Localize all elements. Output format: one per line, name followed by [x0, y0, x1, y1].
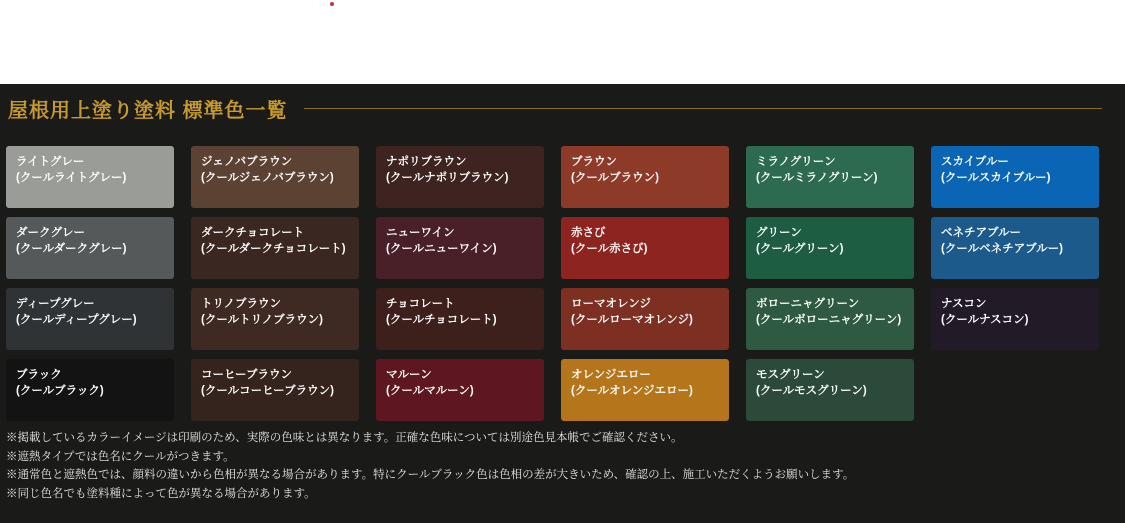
- color-swatch-subname: (クールミラノグリーン): [756, 171, 878, 184]
- color-swatch-subname: (クールナスコン): [941, 313, 1029, 326]
- color-swatch-subname: (クール赤さび): [571, 242, 648, 255]
- color-swatch[interactable]: [376, 146, 544, 208]
- color-swatch-subname: (クールディープグレー): [16, 313, 137, 326]
- color-swatch-name: ミラノグリーン: [756, 156, 836, 168]
- color-swatch[interactable]: [746, 359, 914, 421]
- color-swatch[interactable]: [6, 217, 174, 279]
- color-swatch-name: コーヒーブラウン: [201, 369, 292, 381]
- note-line: ※同じ色名でも塗料種によって色が異なる場合があります。: [6, 487, 316, 500]
- color-swatch-subname: (クールブラウン): [571, 171, 659, 184]
- color-swatch-subname: (クールグリーン): [756, 242, 844, 255]
- color-swatch-name: マルーン: [386, 369, 432, 381]
- color-swatch-subname: (クールトリノブラウン): [201, 313, 323, 326]
- color-swatch-subname: (クールオレンジエロー): [571, 384, 693, 397]
- color-swatch-name: グリーン: [756, 227, 802, 239]
- color-swatch-name: ベネチアブルー: [941, 227, 1022, 239]
- color-swatch-name: ナポリブラウン: [386, 156, 467, 168]
- color-swatch-name: ジェノバブラウン: [201, 156, 293, 168]
- color-swatch-name: ダークグレー: [16, 227, 85, 239]
- color-swatch[interactable]: [561, 146, 729, 208]
- color-swatch-name: ボローニャグリーン: [756, 298, 860, 310]
- color-swatch[interactable]: [191, 359, 359, 421]
- color-swatch-grid: [6, 146, 1119, 421]
- color-swatch-subname: (クールナポリブラウン): [386, 171, 509, 184]
- color-swatch-name: チョコレート: [386, 298, 455, 310]
- note-line: ※掲載しているカラーイメージは印刷のため、実際の色味とは異なります。正確な色味については別途色見本帳でご確認ください。: [6, 432, 683, 444]
- color-swatch-name: ダークチョコレート: [201, 227, 305, 239]
- color-swatch-name: オレンジエロー: [571, 369, 651, 381]
- swatch-row: [6, 288, 1119, 350]
- color-swatch[interactable]: [746, 146, 914, 208]
- color-swatch-subname: (クールライトグレー): [16, 171, 127, 184]
- color-swatch-subname: (クールダークチョコレート): [201, 242, 346, 255]
- color-swatch-name: 赤さび: [571, 227, 606, 239]
- color-swatch-name: ブラウン: [571, 156, 617, 168]
- color-swatch-subname: (クールボローニャグリーン): [756, 313, 902, 326]
- note-line: ※遮熱タイプでは色名にクールがつきます。: [6, 450, 235, 463]
- color-swatch-subname: (クールベネチアブルー): [941, 242, 1063, 255]
- color-swatch[interactable]: [191, 146, 359, 208]
- color-swatch[interactable]: [561, 217, 729, 279]
- color-swatch-subname: (クールチョコレート): [386, 313, 497, 326]
- color-swatch-name: ローマオレンジ: [571, 298, 651, 310]
- color-swatch[interactable]: [6, 288, 174, 350]
- color-swatch[interactable]: [6, 359, 174, 421]
- page-title: 屋根用上塗り塗料 標準色一覧: [8, 99, 288, 122]
- color-swatch[interactable]: [191, 217, 359, 279]
- swatch-row: [6, 146, 1119, 208]
- section-header: [8, 90, 1108, 126]
- color-swatch[interactable]: [376, 217, 544, 279]
- color-swatch-name: ブラック: [16, 369, 62, 381]
- color-swatch-subname: (クールジェノバブラウン): [201, 171, 334, 184]
- color-swatch[interactable]: [6, 146, 174, 208]
- swatch-row: [6, 217, 1119, 279]
- swatch-row: [6, 359, 1119, 421]
- color-swatch[interactable]: [561, 288, 729, 350]
- color-swatch-subname: (クールローマオレンジ): [571, 313, 693, 326]
- roof-paint-color-panel: [0, 84, 1125, 523]
- color-swatch[interactable]: [191, 288, 359, 350]
- color-swatch[interactable]: [376, 288, 544, 350]
- color-swatch-subname: (クールブラック): [16, 384, 104, 397]
- notes-list: [6, 429, 1106, 504]
- color-swatch-subname: (クールダークグレー): [16, 242, 127, 255]
- color-swatch-name: ニューワイン: [386, 227, 455, 239]
- color-swatch-subname: (クールニューワイン): [386, 242, 497, 255]
- red-dot-marker: [330, 2, 334, 6]
- color-swatch-name: スカイブルー: [941, 156, 1009, 168]
- color-swatch[interactable]: [931, 288, 1099, 350]
- color-swatch-name: ディープグレー: [16, 298, 95, 310]
- color-swatch[interactable]: [376, 359, 544, 421]
- color-swatch-name: ナスコン: [941, 298, 987, 310]
- color-swatch-name: モスグリーン: [756, 369, 825, 381]
- color-swatch-subname: (クールモスグリーン): [756, 384, 867, 397]
- note-line: ※通常色と遮熱色では、顔料の違いから色相が異なる場合があります。特にクールブラック色は色相の差が大きいため、確認の上、施工いただくようお願いします。: [6, 469, 855, 482]
- top-white-area: [0, 0, 1125, 84]
- title-divider: [304, 108, 1102, 109]
- color-swatch[interactable]: [746, 288, 914, 350]
- color-swatch[interactable]: [931, 217, 1099, 279]
- color-swatch-name: ライトグレー: [16, 156, 85, 168]
- color-swatch-subname: (クールマルーン): [386, 384, 474, 397]
- color-swatch[interactable]: [931, 146, 1099, 208]
- color-swatch[interactable]: [746, 217, 914, 279]
- color-swatch[interactable]: [561, 359, 729, 421]
- color-swatch-subname: (クールスカイブルー): [941, 171, 1051, 184]
- color-swatch-name: トリノブラウン: [201, 298, 282, 310]
- color-swatch-subname: (クールコーヒーブラウン): [201, 384, 334, 397]
